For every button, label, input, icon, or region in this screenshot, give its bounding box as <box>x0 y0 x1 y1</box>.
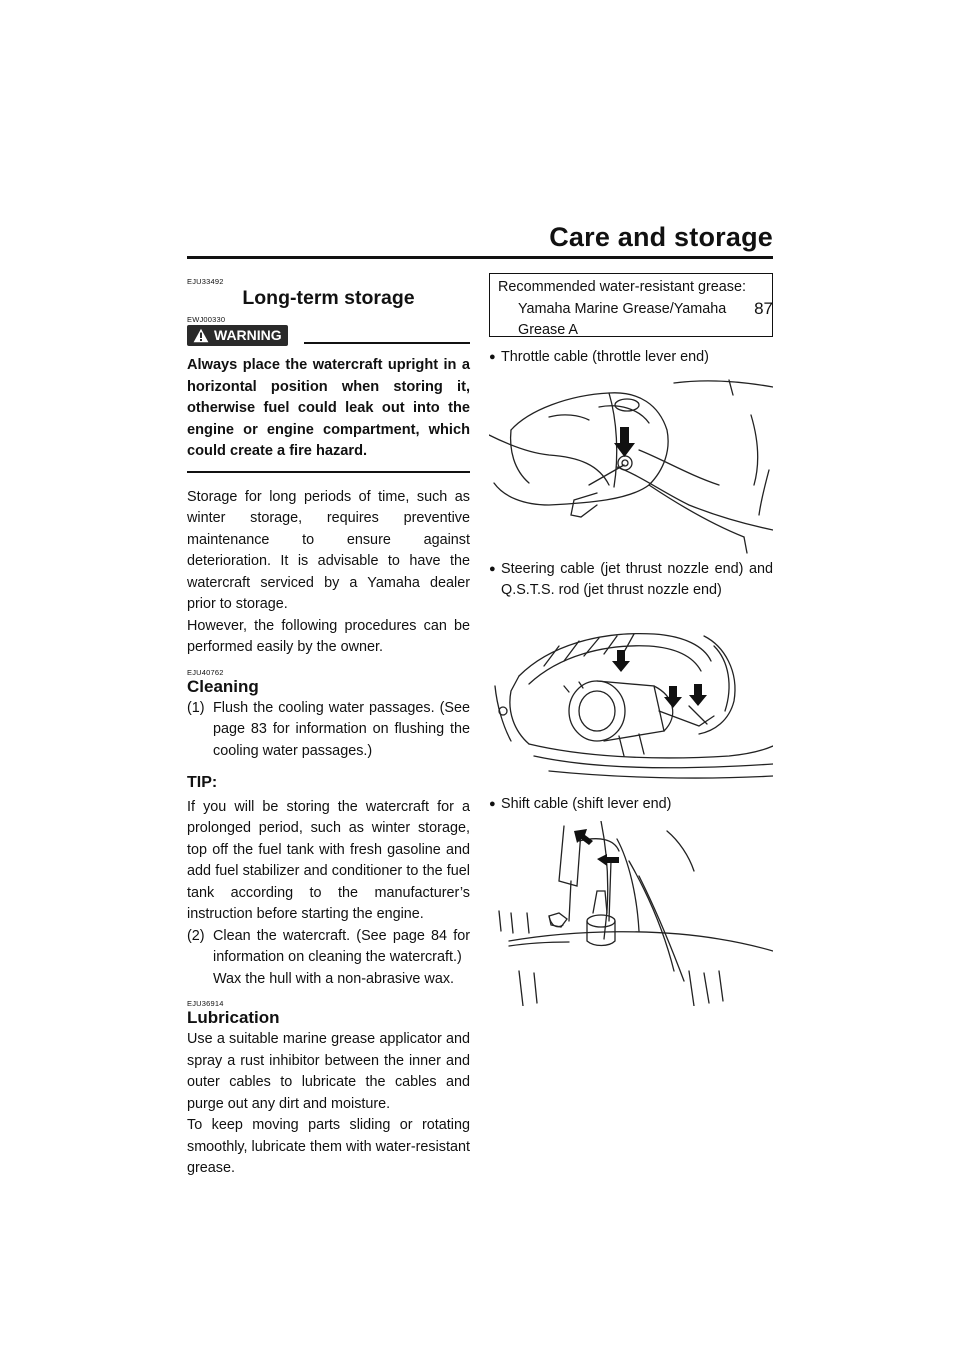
list-item-text: Throttle cable (throttle lever end) <box>501 349 709 365</box>
warning-rule <box>304 342 470 344</box>
list-item-steering-cable <box>489 559 773 602</box>
lubrication-title: Lubrication <box>187 1008 280 1027</box>
grease-box-line: Yamaha Marine Grease/Yamaha <box>518 300 727 317</box>
bullet-icon: ● <box>489 797 496 810</box>
step-text: Clean the watercraft. (See page 84 for information on cleaning the watercraft.) <box>213 927 470 965</box>
grease-box-heading: Recommended water-resistant grease: <box>498 279 746 295</box>
grease-box-line: Grease A <box>518 322 578 338</box>
steering-cable-illustration <box>489 616 773 786</box>
step-text: Flush the cooling water passages. (See page 83 for information on flushing the cooling water passages.) <box>213 699 470 759</box>
page-header-title: Care and storage <box>549 222 773 252</box>
warning-label: WARNING <box>214 326 282 343</box>
tip-title: TIP: <box>187 774 218 791</box>
section-title: Long-term storage <box>242 287 415 309</box>
tip-text: If you will be storing the watercraft for a prolonged period, such as winter storage, top off the fuel tank with fresh gasoline and add fuel stabilizer and conditioner to the fuel tank according to the manufacturer’s instruction before starting the engine. <box>187 798 470 922</box>
right-column <box>489 273 773 1006</box>
list-item-text: Shift cable (shift lever end) <box>501 795 672 812</box>
page-number: 87 <box>754 299 773 318</box>
bullet-icon: ● <box>489 351 496 363</box>
intro-paragraph-1: Storage for long periods of time, such as winter storage, requires preventive maintenance to ensure against deterioration. It is advisable to have the watercraft serviced by a Yamaha dealer prior to storage. <box>187 488 470 612</box>
warning-bottom-rule <box>187 471 470 473</box>
cleaning-step-1 <box>187 698 470 763</box>
warning-triangle-icon <box>193 328 209 343</box>
lubrication-code: EJU36914 <box>187 999 224 1008</box>
cleaning-code: EJU40762 <box>187 667 224 677</box>
throttle-cable-illustration <box>489 375 773 555</box>
left-column <box>187 277 470 1180</box>
list-item-throttle-cable <box>489 347 773 369</box>
warning-text: Always place the watercraft upright in a horizontal position when storing it, otherwise fuel could leak out into the engine or engine compartment, which could create a fire hazard. <box>187 357 470 459</box>
warning-code: EWJ00330 <box>187 315 226 324</box>
shift-cable-illustration <box>489 821 773 1006</box>
recommended-grease-box <box>489 273 773 337</box>
intro-paragraph-2: However, the following procedures can be performed easily by the owner. <box>187 617 470 655</box>
warning-badge <box>187 325 288 346</box>
list-item-shift-cable <box>489 794 773 816</box>
cleaning-title: Cleaning <box>187 676 259 696</box>
section-code: EJU33492 <box>187 277 224 286</box>
bullet-icon: ● <box>489 562 496 575</box>
warning-header <box>187 325 470 346</box>
header-rule <box>187 256 773 259</box>
lubrication-paragraph-2: To keep moving parts sliding or rotating smoothly, lubricate them with water-resistant grease. <box>187 1117 470 1176</box>
step-number: (1) <box>187 699 205 716</box>
step-2-continuation: Wax the hull with a non-abrasive wax. <box>213 970 455 987</box>
cleaning-step-2 <box>187 926 470 969</box>
step-number: (2) <box>187 927 205 944</box>
lubrication-paragraph-1: Use a suitable marine grease applicator and spray a rust inhibitor between the inner and outer cables to lubricate the cables and purge out any dirt and moisture. <box>187 1031 470 1112</box>
list-item-text: Steering cable (jet thrust nozzle end) and Q.S.T.S. rod (jet thrust nozzle end) <box>501 560 773 598</box>
